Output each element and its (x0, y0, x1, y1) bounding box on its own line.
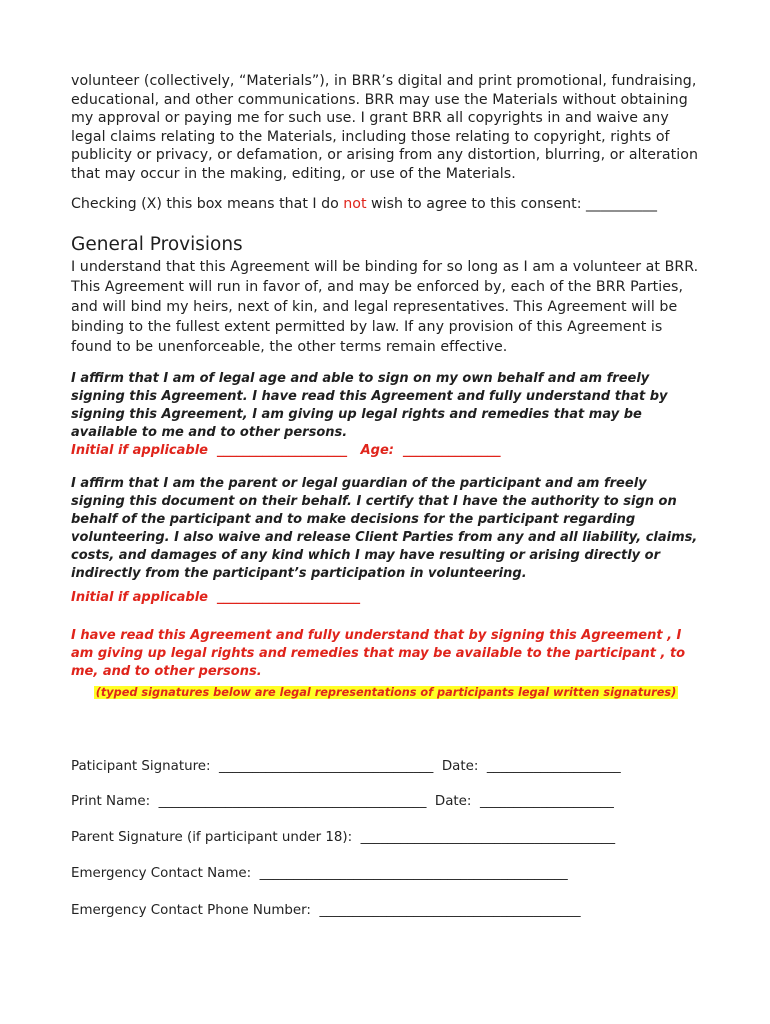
adult-initial-age-field[interactable]: Initial if applicable ____________________ Age: _______________ (71, 442, 501, 458)
typed-signature-note-wrapper (71, 681, 701, 700)
consent-text-before: Checking (X) this box means that I do (71, 195, 344, 212)
general-provisions-body: I understand that this Agreement will be binding for so long as I am a volunteer at BRR. This Agreement will run in favor of, and may be enforced by, each of the BRR Parties, and will bind my heirs, next of kin, and legal representatives. This Agreement will be binding to the fullest extent permitted by law. If any provision of this Agreement is found to be unenforceable, the other terms remain effective. (71, 258, 699, 355)
read-agreement-statement: I have read this Agreement and fully understand that by signing this Agreement , I am giving up legal rights and remedies that may be available to the participant , to me, and to other persons. (71, 627, 686, 679)
guardian-initial-field[interactable]: Initial if applicable ______________________ (71, 589, 361, 605)
consent-not-word: not (343, 195, 367, 212)
typed-signature-note: (typed signatures below are legal representations of participants legal written signatures) (95, 685, 677, 699)
emergency-contact-phone-field[interactable]: Emergency Contact Phone Number: _______________________________________ (71, 903, 581, 918)
consent-text-after: wish to agree to this consent: __________ (366, 195, 657, 212)
affirm-adult-text: I affirm that I am of legal age and able to sign on my own behalf and am freely signing this Agreement. I have read this Agreement and fully understand that by signing this Agreement, I am giving up legal rights and remedies that may be available to me and to other persons. (71, 370, 668, 440)
materials-paragraph: volunteer (collectively, “Materials”), in BRR’s digital and print promotional, fundraising, educational, and other communications. BRR may use the Materials without obtaining my approval or paying me for such use. I grant BRR all copyrights in and waive any legal claims relating to the Materials, including those relating to copyright, rights of publicity or privacy, or defamation, or arising from any distortion, blurring, or alteration that may occur in the making, editing, or use of the Materials. (71, 73, 698, 182)
print-name-field[interactable]: Print Name: ________________________________________ Date: ____________________ (71, 794, 614, 809)
participant-signature-field[interactable]: Paticipant Signature: ________________________________ Date: ____________________ (71, 759, 621, 774)
consent-checkbox-line[interactable] (71, 196, 701, 212)
parent-signature-field[interactable]: Parent Signature (if participant under 18): ______________________________________ (71, 830, 616, 845)
general-provisions-heading: General Provisions (71, 233, 243, 255)
affirm-guardian-text: I affirm that I am the parent or legal guardian of the participant and am freely signing this document on their behalf. I certify that I have the authority to sign on behalf of the participant and to make decisions for the participant regarding volunteering. I also waive and release Client Parties from any and all liability, claims, costs, and damages of any kind which I may have resulting or arising directly or indirectly from the participant’s participation in volunteering. (71, 475, 698, 581)
document-page (71, 72, 701, 700)
emergency-contact-name-field[interactable]: Emergency Contact Name: ______________________________________________ (71, 866, 568, 881)
